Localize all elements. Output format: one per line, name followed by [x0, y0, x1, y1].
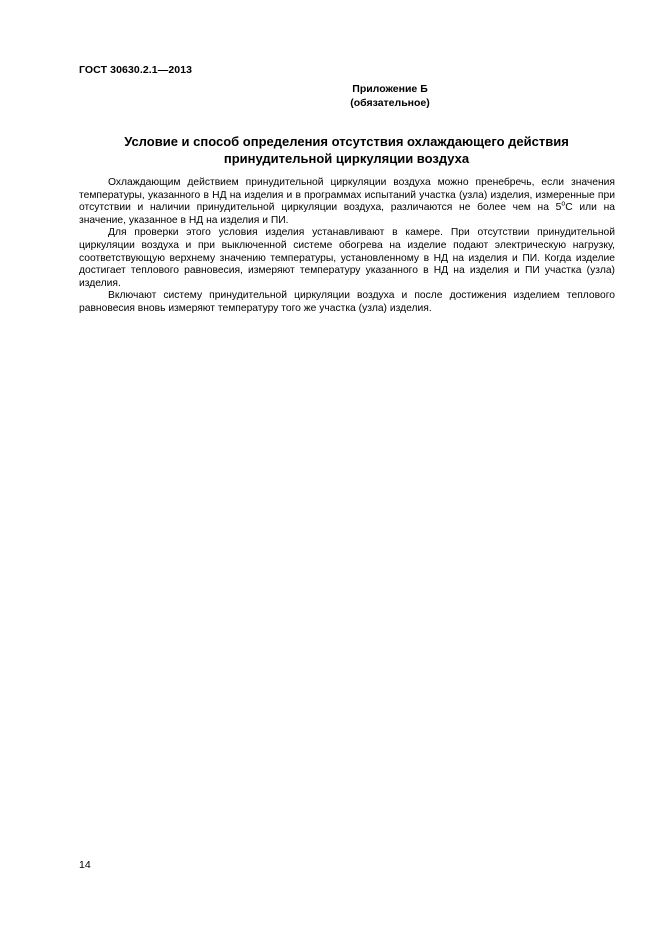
body-text	[79, 177, 615, 316]
paragraph-2: Для проверки этого условия изделия устанавливают в камере. При отсутствии принудительной циркуляции воздуха и при выключенной системе обогрева на изделие подают электрическую нагрузку, соответствующую верхнему значению температуры, установленному в НД на изделия и ПИ. Когда изделие достигает теплового равновесия, измеряют температуру указанного в НД на изделия и ПИ участка (узла) изделия.	[79, 227, 615, 289]
annex-label: Приложение Б	[352, 83, 428, 95]
paragraph-1-text-end: С или на значение, указанное в НД на изделия и ПИ.	[79, 202, 615, 226]
paragraph-1	[79, 177, 615, 227]
section-title	[79, 133, 614, 167]
page-number: 14	[79, 859, 91, 871]
paragraph-3: Включают систему принудительной циркуляции воздуха и после достижения изделием теплового равновесия вновь измеряют температуру того же участка (узла) изделия.	[79, 290, 615, 314]
section-title-line-1: Условие и способ определения отсутствия охлаждающего действия	[124, 134, 569, 149]
degree-superscript: о	[561, 200, 566, 208]
annex-heading	[240, 82, 540, 110]
annex-status: (обязательное)	[350, 97, 430, 109]
section-title-line-2: принудительной циркуляции воздуха	[223, 151, 470, 166]
paragraph-1-text-start: Охлаждающим действием принудительной циркуляции воздуха можно пренебречь, если значения температуры, указанного в НД на изделия и в программах испытаний участка (узла) изделия, измеренные при отсутствии и наличии принудительной циркуляции воздуха, различаются не более чем на 5	[79, 177, 615, 214]
document-code: ГОСТ 30630.2.1—2013	[79, 64, 193, 76]
